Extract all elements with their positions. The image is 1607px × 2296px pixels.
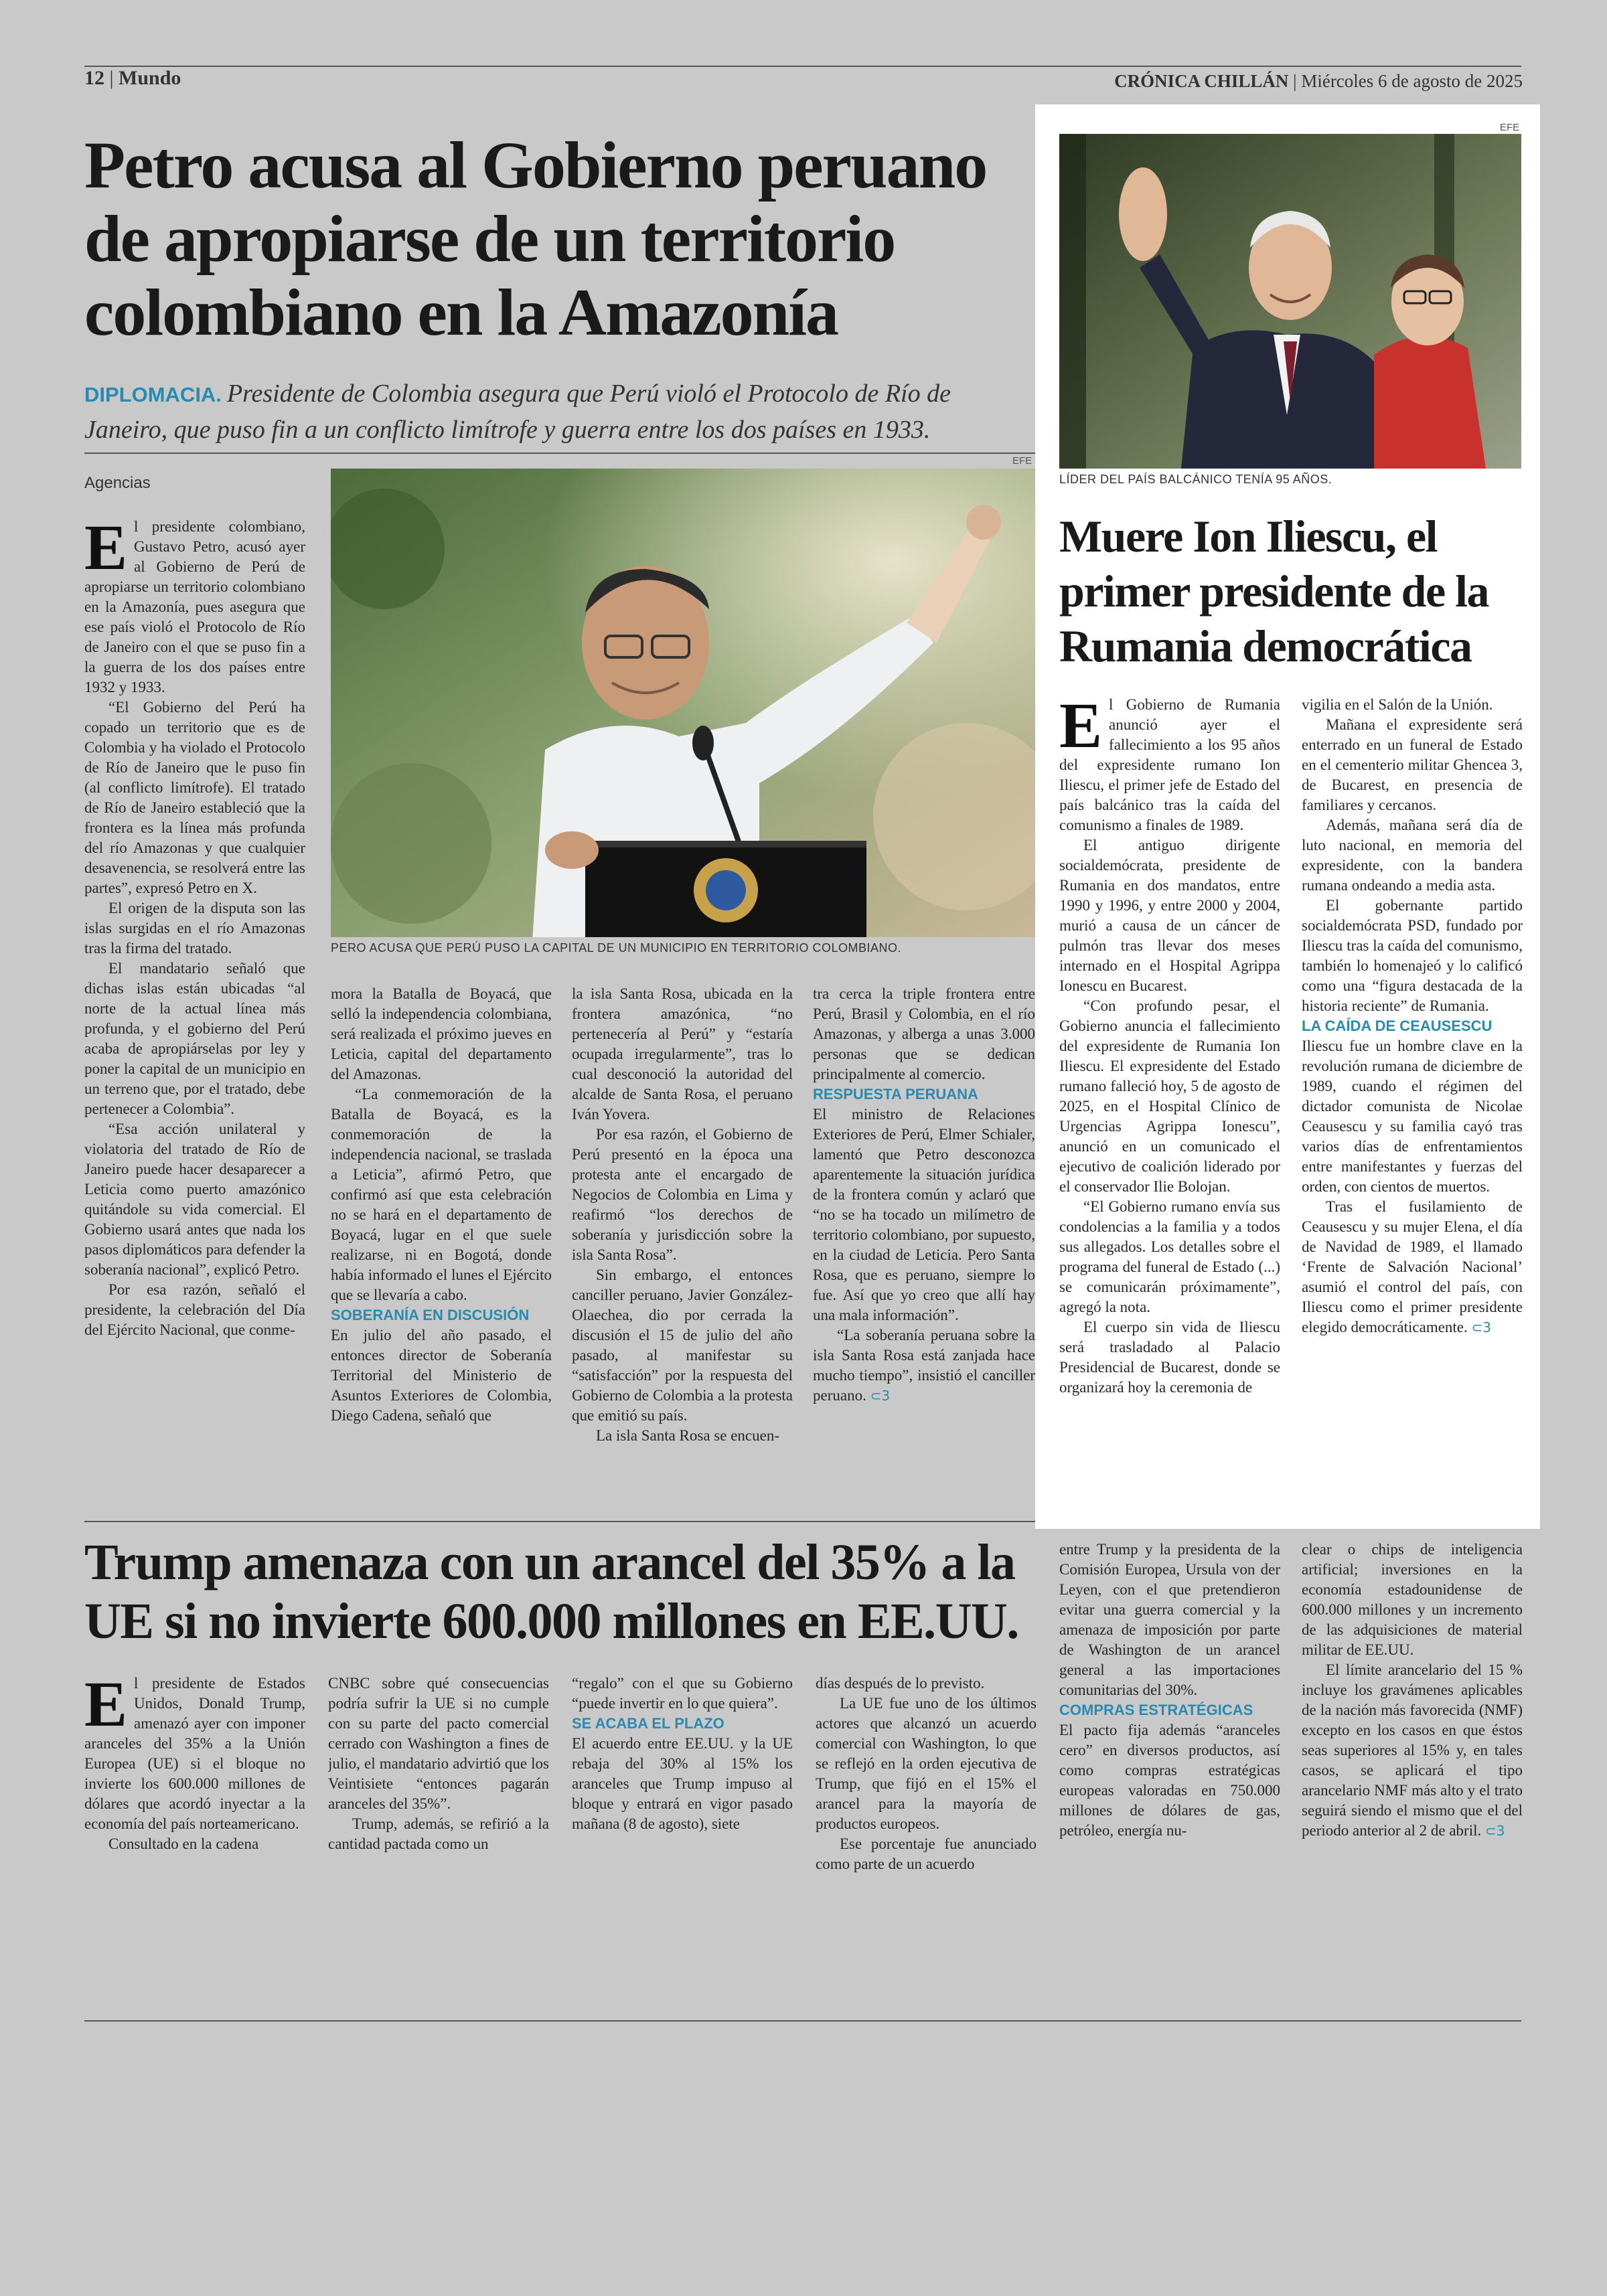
article2-col2-p2: Mañana el expresidente será enterrado en un funeral de Estado en el cementerio militar Ghencea 3, de Bucarest, en presencia de familiares y cercanos.: [1302, 716, 1523, 813]
article3-col2-p2: Trump, además, se refirió a la cantidad pactada como un: [328, 1815, 549, 1852]
article1-col3-p2: Por esa razón, el Gobierno de Perú presentó en la época una protesta ante el encargado de Negocios de Colombia en Lima y reafirmó “los derechos de soberanía y jurisdicción sobre la isla Santa Rosa”.: [572, 1126, 793, 1263]
publication-name: CRÓNICA CHILLÁN: [1114, 71, 1289, 91]
article1-column-2: [331, 984, 552, 1497]
article2-photo: [1059, 134, 1521, 469]
article2-col2-p6: [1302, 1197, 1523, 1337]
article3-col6-p2: [1302, 1660, 1523, 1841]
article1-col1-p1: l presidente colombiano, Gustavo Petro, acusó ayer al Gobierno de Perú de apropiarse un territorio colombiano en la Amazonía, pues asegura que ese país violó el Protocolo de Río de Janeiro con el que se puso fin a la guerra de los dos países entre 1932 y 1933.: [84, 518, 305, 695]
article1-photo-caption: PERO ACUSA QUE PERÚ PUSO LA CAPITAL DE UN MUNICIPIO EN TERRITORIO COLOMBIANO.: [331, 941, 901, 955]
article1-kicker: DIPLOMACIA.: [84, 383, 222, 406]
article2-subhead-caida: LA CAÍDA DE CEAUSESCU: [1302, 1017, 1493, 1034]
article2-photo-caption: LÍDER DEL PAÍS BALCÁNICO TENÍA 95 AÑOS.: [1059, 473, 1332, 486]
article1-col1-p4: El mandatario señaló que dichas islas están ubicadas “al norte de la actual línea más profunda, y el gobierno del Perú acaba de apropiárselas por ley y poner la capital de un municipio en un terreno que, por el tratado, debe pertenecer a Colombia”.: [84, 960, 305, 1117]
article3-column-4: [816, 1673, 1037, 1914]
header-separator-right: |: [1293, 71, 1302, 91]
article2-headline: [1059, 509, 1528, 673]
article1-col2-p2: “La conmemoración de la Batalla de Boyacá, es la conmemoración de la independencia nacional, se traslada a Leticia”, afirmó Petro, que confirmó así que esta celebración no se hará en el departamento de Boyacá, lugar en el que suele realizarse, ni en Bogotá, donde había informado el lunes el Ejército que se llevaría a cabo.: [331, 1086, 552, 1303]
article3-end-mark: ⊂3: [1484, 1823, 1505, 1839]
article1-col1-p5: “Esa acción unilateral y violatoria del tratado de Río de Janeiro puede hacer desaparecer a Leticia como puerto amazónico quitándole su vida comercial. El Gobierno usará antes que nada los pasos diplomáticos para defender la soberanía nacional”, explicó Petro.: [84, 1121, 305, 1278]
article1-deck-text: Presidente de Colombia asegura que Perú violó el Protocolo de Río de Janeiro, que puso fin a un conflicto limítrofe y guerra entre los dos países en 1933.: [84, 380, 951, 444]
page-number: 12: [84, 67, 104, 89]
article3-col6-p2-text: El límite arancelario del 15 % incluye los gravámenes aplicables de la nación más favorecida (NMF) excepto en los casos en que éstos seas superiores al 15% y, en tales casos, se aplicará el tipo arancelario NMF más alto y el trato seguirá siendo el mismo que el del periodo anterior al 2 de abril.: [1302, 1661, 1523, 1839]
article2-col1-p3: “Con profundo pesar, el Gobierno anuncia el fallecimiento del expresidente de Rumania Ion Iliescu. El expresidente del Estado rumano falleció hoy, 5 de agosto de 2025, en el Hospital Clínico de Urgencias Agrippa Ionescu”, anunció en un comunicado el ejecutivo de coalición liderado por el conservador Ilie Bolojan.: [1059, 997, 1280, 1195]
article3-col1-p2: Consultado en la cadena: [108, 1835, 259, 1852]
article2-headline-line1: Muere Ion Iliescu, el: [1059, 511, 1438, 562]
article1-end-mark: ⊂3: [870, 1388, 891, 1404]
article1-col4-p1: tra cerca la triple frontera entre Perú, Brasil y Colombia, en el río Amazonas, y alberga a unas 3.000 personas que se dedican principalmente al comercio.: [813, 985, 1035, 1082]
article1-headline-line2: de apropiarse de un territorio: [84, 201, 895, 276]
article2-column-1: [1059, 695, 1280, 1502]
article2-col1-p1: l Gobierno de Rumania anunció ayer el fallecimiento a los 95 años del expresidente rumano Ion Iliescu, el primer jefe de Estado del país balcánico tras la caída del comunismo a finales de 1989.: [1059, 696, 1280, 833]
article2-col2-p4: El gobernante partido socialdemócrata PSD, fundado por Iliescu tras la caída del comunismo, también lo homenajeó y lo calificó como una “figura destacada de la historia reciente” de Rumania.: [1302, 897, 1523, 1014]
article1-column-1: [84, 517, 305, 1497]
article3-col4-p3: Ese porcentaje fue anunciado como parte de un acuerdo: [816, 1835, 1037, 1872]
article2-end-mark: ⊂3: [1471, 1319, 1492, 1335]
article1-col4-p3-text: “La soberanía peruana sobre la isla Santa Rosa está zanjada hace mucho tiempo”, insistió el canciller peruano.: [813, 1327, 1035, 1404]
article1-subhead-soberania: SOBERANÍA EN DISCUSIÓN: [331, 1307, 530, 1323]
article2-col1-p2: El antiguo dirigente socialdemócrata, presidente de Rumania en dos mandatos, entre 1990 y 1996, y entre 2000 y 2004, murió a causa de un cáncer de pulmón tras llevar dos meses internado en el Hospital Agrippa Ionescu en Bucarest.: [1059, 837, 1280, 994]
article3-col3-p1: “regalo” con el que su Gobierno “puede invertir en lo que quiera”.: [572, 1675, 793, 1712]
header-separator: |: [109, 67, 119, 89]
petro-photo-illustration: [331, 469, 1035, 937]
article1-col1-p2: “El Gobierno del Perú ha copado un territorio que es de Colombia y ha violado el Protocolo de Río de Janeiro que le puso fin (al conflicto limítrofe). El tratado de Río de Janeiro estableció que la frontera es la línea más profunda del río Amazonas y que cualquier desavenencia, se resolverá entre las partes”, expresó Petro en X.: [84, 699, 305, 896]
article1-photo: [331, 469, 1035, 937]
article1-col3-p4: La isla Santa Rosa se encuen-: [596, 1427, 779, 1444]
article1-col4-p2: El ministro de Relaciones Exteriores de Perú, Elmer Schialer, lamentó que Petro desconozca aparentemente la situación jurídica de la frontera común y aclaró que “no se ha tocado un milímetro de territorio colombiano, por supuesto, en la ciudad de Leticia. Pero Santa Rosa, que es peruano, siempre lo fue. Así que yo creo que allí hay una mala información”.: [813, 1106, 1035, 1323]
article2-drop-cap: E: [1059, 695, 1103, 761]
article2-col1-p5: El cuerpo sin vida de Iliescu será trasladado al Palacio Presidencial de Bucarest, donde se organizará hoy la ceremonia de: [1059, 1319, 1280, 1396]
article3-col3-p2: El acuerdo entre EE.UU. y la UE rebaja del 30% al 15% los aranceles que Trump impuso al bloque y entrará en vigor pasado mañana (8 de agosto), siete: [572, 1735, 793, 1832]
article2-col2-p5: Iliescu fue un hombre clave en la revolución rumana de diciembre de 1989, cuando el régimen del dictador comunista de Nicolae Ceausescu y su familia cayó tras varios días de enfrentamientos entre manifestantes y fuerzas del orden, con cientos de muertos.: [1302, 1038, 1523, 1195]
article3-col4-p1: días después de lo previsto.: [816, 1675, 985, 1692]
article1-col3-p3: Sin embargo, el entonces canciller peruano, Javier González-Olaechea, dio por cerrada la discusión el 15 de julio del año pasado, al manifestar su “satisfacción” por la respuesta del Gobierno de Colombia a la protesta que emitió su país.: [572, 1266, 793, 1424]
article2-photo-credit: EFE: [1500, 122, 1520, 133]
article1-headline-line3: colombiano en la Amazonía: [84, 275, 838, 349]
article1-deck: [84, 376, 1035, 447]
article2-headline-line2: primer presidente de la: [1059, 566, 1489, 617]
article3-headline: [84, 1533, 1035, 1651]
article3-column-3: [572, 1673, 793, 1914]
article3-column-6: [1302, 1540, 1523, 1914]
article1-headline: [84, 129, 1035, 349]
page-header-right: [1114, 71, 1523, 92]
issue-date: Miércoles 6 de agosto de 2025: [1301, 71, 1523, 91]
article2-col2-p1: vigilia en el Salón de la Unión.: [1302, 696, 1493, 713]
article3-subhead-plazo: SE ACABA EL PLAZO: [572, 1715, 724, 1732]
bottom-rule: [84, 2020, 1521, 2022]
section-name: Mundo: [119, 67, 181, 89]
article1-photo-credit: EFE: [1012, 455, 1032, 467]
article1-headline-line1: Petro acusa al Gobierno peruano: [84, 128, 987, 202]
article1-subhead-respuesta: RESPUESTA PERUANA: [813, 1086, 978, 1102]
article1-column-3: [572, 984, 793, 1497]
article2-headline-line3: Rumania democrática: [1059, 621, 1472, 671]
article2-col2-p6-text: Tras el fusilamiento de Ceausescu y su mujer Elena, el día de Navidad de 1989, el llamado ‘Frente de Salvación Nacional’ asumió el control del país, con Iliescu como el primer presidente elegido democráticamente.: [1302, 1198, 1523, 1335]
top-rule: [84, 66, 1521, 67]
article3-column-2: [328, 1673, 549, 1914]
article2-col2-p3: Además, mañana será día de luto nacional, en memoria del expresidente, con la bandera rumana ondeando a media asta.: [1302, 817, 1523, 894]
article1-col2-p3: En julio del año pasado, el entonces director de Soberanía Territorial del Ministerio de Asuntos Exteriores de Colombia, Diego Cadena, señaló que: [331, 1327, 552, 1424]
article3-col6-p1: clear o chips de inteligencia artificial; inversiones en la economía estadounidense de 600.000 millones y un incremento de las adquisiciones de material militar de EE.UU.: [1302, 1541, 1523, 1658]
article1-col1-p3: El origen de la disputa son las islas surgidas en el río Amazonas tras la firma del tratado.: [84, 900, 305, 957]
article2-col1-p4: “El Gobierno rumano envía sus condolencias a la familia y a todos sus allegados. Los detalles sobre el programa del funeral de Estado (...) se comunicarán próximamente”, agregó la nota.: [1059, 1198, 1280, 1315]
article1-col2-p1: mora la Batalla de Boyacá, que selló la independencia colombiana, será realizada el próximo jueves en Leticia, capital del departamento del Amazonas.: [331, 985, 552, 1082]
article3-col5-p2: El pacto fija además “aranceles cero” en diversos productos, así como compras estratégicas europeas valoradas en 750.000 millones de dólares de gas, petróleo, energía nu-: [1059, 1722, 1280, 1839]
article2-column-2: [1302, 695, 1523, 1502]
article1-col3-p1: la isla Santa Rosa, ubicada en la frontera amazónica, “no pertenecería al Perú” y “estaría ocupada irregularmente”, tras lo cual desconoció la autoridad del alcalde de Santa Rosa, el peruano Iván Yovera.: [572, 985, 793, 1123]
article3-headline-line2: UE si no invierte 600.000 millones en EE.UU.: [84, 1593, 1018, 1649]
page-header-left: [84, 67, 181, 90]
article1-col4-p3: [813, 1325, 1035, 1406]
article3-col5-p1: entre Trump y la presidenta de la Comisión Europea, Ursula von der Leyen, con el que pretendieron evitar una guerra comercial y la amenaza de imposición por parte de Washington de un arancel general a las importaciones comunitarias del 30%.: [1059, 1541, 1280, 1698]
article1-column-4: [813, 984, 1035, 1497]
article3-column-5: [1059, 1540, 1280, 1914]
article3-top-rule: [84, 1521, 1035, 1522]
article3-subhead-compras: COMPRAS ESTRATÉGICAS: [1059, 1702, 1253, 1718]
article3-col2-p1: CNBC sobre qué consecuencias podría sufrir la UE si no cumple con su parte del pacto comercial cerrado con Washington a fines de julio, el mandatario advirtió que los Veintisiete “entonces pagarán aranceles del 35%”.: [328, 1675, 549, 1812]
iliescu-photo-illustration: [1059, 134, 1521, 469]
article1-byline: Agencias: [84, 474, 151, 492]
deck-rule: [84, 453, 1035, 454]
article3-drop-cap: E: [84, 1673, 128, 1740]
article3-headline-line1: Trump amenaza con un arancel del 35% a la: [84, 1534, 1015, 1590]
article1-drop-cap: E: [84, 517, 128, 583]
article3-column-1: [84, 1673, 305, 1914]
article3-col4-p2: La UE fue uno de los últimos actores que alcanzó un acuerdo comercial con Washington, lo que se reflejó en la orden ejecutiva de Trump, que fijó en el 15% el arancel para la mayoría de productos europeos.: [816, 1695, 1037, 1832]
article1-col1-p6: Por esa razón, señaló el presidente, la celebración del Día del Ejército Nacional, que conme-: [84, 1281, 305, 1338]
article3-col1-p1: l presidente de Estados Unidos, Donald Trump, amenazó ayer con imponer aranceles del 35% a la Unión Europea (UE) si el bloque no invierte los 600.000 millones de dólares que acordó inyectar a la economía del país norteamericano.: [84, 1675, 305, 1832]
